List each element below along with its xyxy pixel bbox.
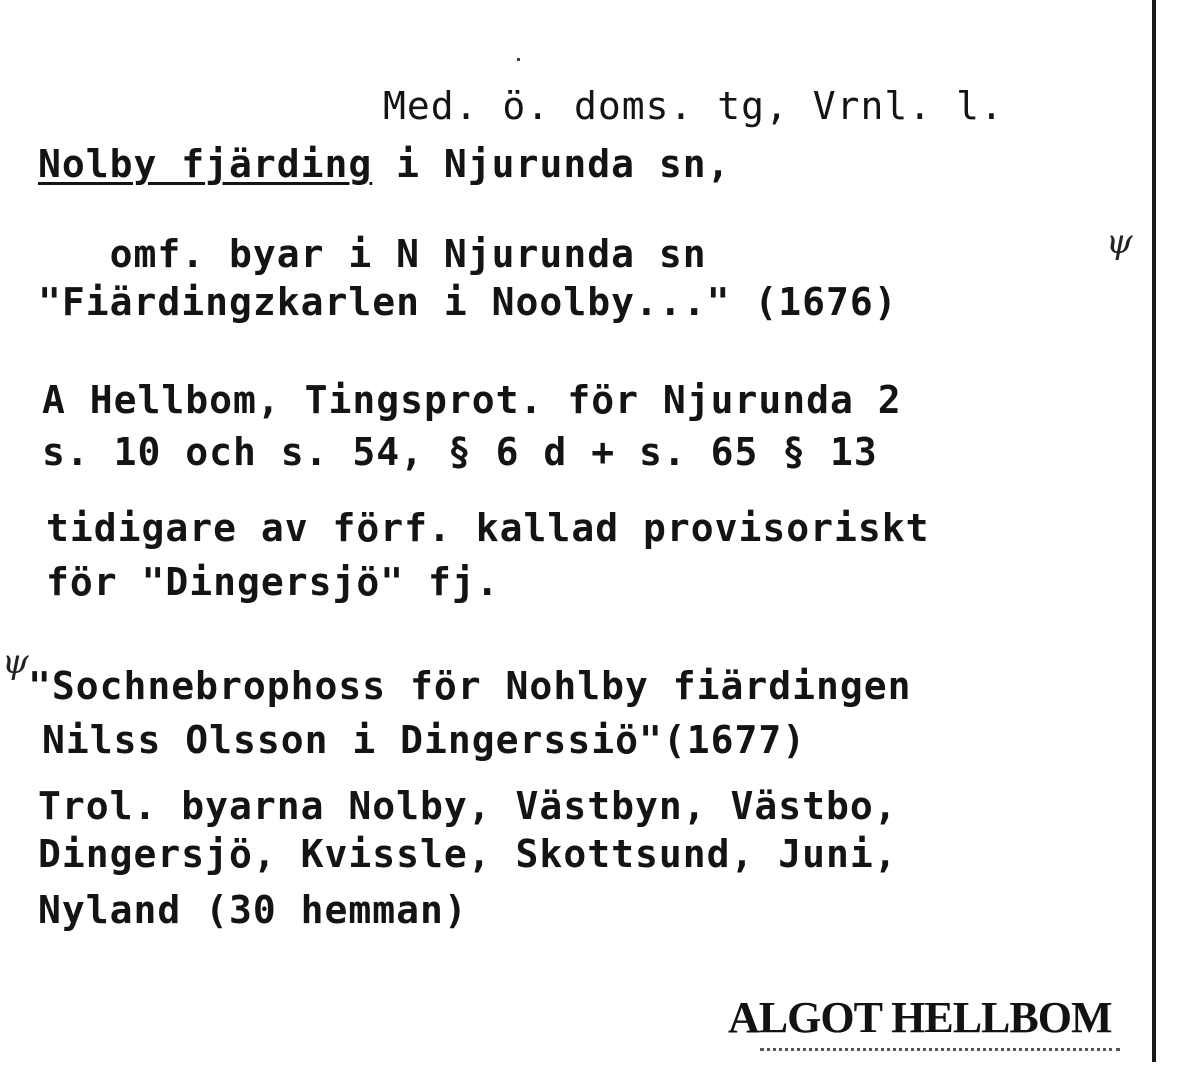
text-line-5: tidigare av förf. kallad provisoriskt xyxy=(46,506,930,550)
text-line-4: s. 10 och s. 54, § 6 d + s. 65 § 13 xyxy=(42,430,878,474)
card-right-edge xyxy=(1152,0,1156,1062)
text-line-9: Trol. byarna Nolby, Västbyn, Västbo, xyxy=(38,784,898,828)
text-line-2: "Fiärdingzkarlen i Noolby..." (1676) xyxy=(38,280,898,324)
marginal-mark-left: ψ xyxy=(2,642,29,682)
text-line-10: Dingersjö, Kvissle, Skottsund, Juni, xyxy=(38,832,898,876)
stamp-underline xyxy=(760,1048,1120,1065)
text-line-8: Nilss Olsson i Dingerssiö"(1677) xyxy=(42,718,807,762)
heading-line xyxy=(38,142,730,186)
text-line-6: för "Dingersjö" fj. xyxy=(46,560,500,604)
text-line-7: "Sochnebrophoss för Nohlby fiärdingen xyxy=(28,664,912,708)
heading-rest: i Njurunda sn, xyxy=(372,142,731,186)
heading-name: Nolby fjärding xyxy=(38,142,373,186)
marginal-mark-top: ψ xyxy=(1106,222,1133,262)
text-line-11: Nyland (30 hemman) xyxy=(38,888,468,932)
ink-speck xyxy=(517,58,520,61)
text-line-1: omf. byar i N Njurunda sn xyxy=(38,232,707,276)
text-line-3: A Hellbom, Tingsprot. för Njurunda 2 xyxy=(42,378,902,422)
reference-line: Med. ö. doms. tg, Vrnl. l. xyxy=(383,84,1004,128)
author-stamp: ALGOT HELLBOM xyxy=(728,993,1112,1042)
